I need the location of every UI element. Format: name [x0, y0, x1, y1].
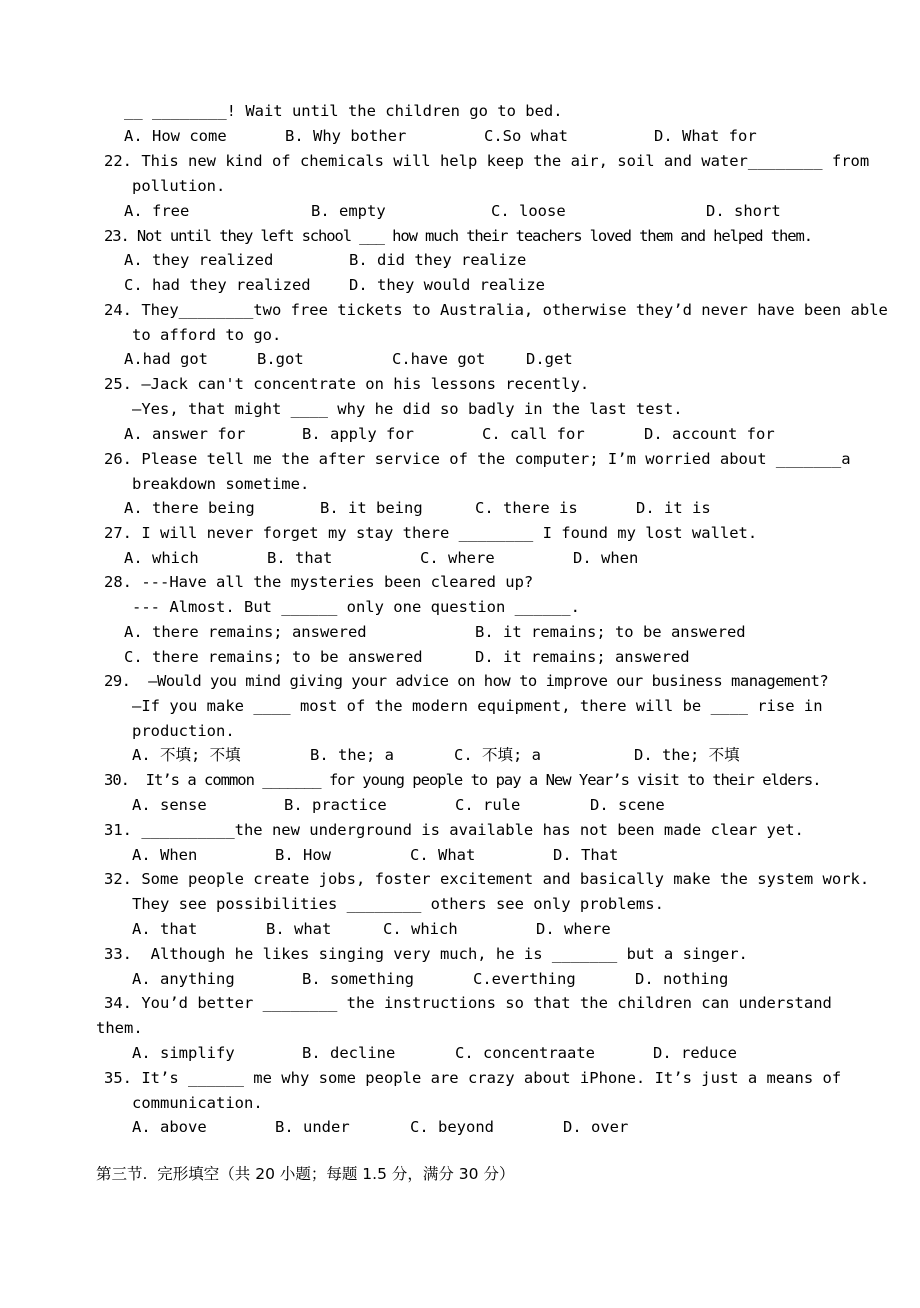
option-a: A.had got	[124, 350, 208, 368]
option-b: B. empty	[311, 202, 386, 220]
option-b: B. what	[266, 920, 332, 938]
option-a: A. free	[124, 202, 190, 220]
option-c: C. there remains; to be answered	[124, 648, 423, 666]
question-24-line-1: 24. They________two free tickets to Australia, otherwise they’d never have been able	[104, 301, 888, 319]
option-d: D. when	[573, 549, 639, 567]
option-c: C.So what	[484, 127, 568, 145]
section-heading: 第三节. 完形填空（共 20 小题；每题 1.5 分，满分 30 分）	[96, 1165, 515, 1183]
option-d: D.get	[526, 350, 573, 368]
option-d: D. scene	[590, 796, 665, 814]
option-b: B. that	[267, 549, 333, 567]
option-a: A. simplify	[132, 1044, 235, 1062]
option-d: D. That	[553, 846, 619, 864]
option-a: A. they realized	[124, 251, 274, 269]
option-b: B. it remains; to be answered	[475, 623, 746, 641]
option-a: A. that	[132, 920, 198, 938]
option-c: C. had they realized	[124, 276, 311, 294]
question-22-line-1: 22. This new kind of chemicals will help keep the air, soil and water________ from	[104, 152, 870, 170]
option-d: D. reduce	[653, 1044, 737, 1062]
option-b: B. the; a	[310, 746, 394, 764]
option-d: D. it remains; answered	[475, 648, 690, 666]
option-c: C. rule	[455, 796, 521, 814]
question-35-line-2: communication.	[132, 1094, 263, 1112]
question-29-line-1: 29. —Would you mind giving your advice on how to improve our business management?	[104, 672, 829, 690]
option-a: A. there remains; answered	[124, 623, 367, 641]
question-32-line-1: 32. Some people create jobs, foster excitement and basically make the system work.	[104, 870, 870, 888]
question-35-line-1: 35. It’s ______ me why some people are crazy about iPhone. It’s just a means of	[104, 1069, 842, 1087]
question-29-line-3: production.	[132, 722, 235, 740]
question-25-line-1: 25. —Jack can't concentrate on his lessons recently.	[104, 375, 590, 393]
option-d: D. account for	[644, 425, 775, 443]
option-b: B. apply for	[302, 425, 414, 443]
option-b: B. under	[275, 1118, 350, 1136]
option-d: D. over	[563, 1118, 629, 1136]
question-32-line-2: They see possibilities ________ others see only problems.	[132, 895, 664, 913]
option-c: C. loose	[491, 202, 566, 220]
option-a: A. How come	[124, 127, 227, 145]
question-24-line-2: to afford to go.	[132, 326, 282, 344]
question-34-line-2: them.	[96, 1019, 143, 1037]
question-33-line-1: 33. Although he likes singing very much, he is _______ but a singer.	[104, 945, 748, 963]
question-27-line-1: 27. I will never forget my stay there ________ I found my lost wallet.	[104, 524, 758, 542]
option-d: D. short	[706, 202, 781, 220]
question-28-line-1: 28. ---Have all the mysteries been cleared up?	[104, 573, 534, 591]
option-b: B. How	[275, 846, 331, 864]
option-c: C. call for	[482, 425, 585, 443]
question-22-line-2: pollution.	[132, 177, 226, 195]
option-a: A. When	[132, 846, 198, 864]
option-b: B. did they realize	[349, 251, 527, 269]
question-30-line-1: 30. It’s a common _______ for young people to pay a New Year’s visit to their elders.	[104, 771, 821, 789]
question-28-line-2: --- Almost. But ______ only one question ______.	[132, 598, 580, 616]
option-b: B. it being	[320, 499, 423, 517]
option-b: B.got	[257, 350, 304, 368]
option-c: C. concentraate	[455, 1044, 595, 1062]
option-c: C.everthing	[473, 970, 576, 988]
option-a: A. above	[132, 1118, 207, 1136]
option-c: C.have got	[392, 350, 486, 368]
question-25-line-2: —Yes, that might ____ why he did so badly in the last test.	[132, 400, 683, 418]
option-c: C. which	[383, 920, 458, 938]
option-c: C. beyond	[410, 1118, 494, 1136]
option-a: A. which	[124, 549, 199, 567]
option-c: C. 不填; a	[454, 746, 541, 764]
option-d: D. nothing	[635, 970, 729, 988]
option-b: B. Why bother	[285, 127, 407, 145]
question-26-line-2: breakdown sometime.	[132, 475, 310, 493]
question-29-line-2: —If you make ____ most of the modern equipment, there will be ____ rise in	[132, 697, 823, 715]
option-d: D. where	[536, 920, 611, 938]
question-34-line-1: 34. You’d better ________ the instructions so that the children can understand	[104, 994, 832, 1012]
option-a: A. 不填; 不填	[132, 746, 241, 764]
option-d: D. the; 不填	[634, 746, 740, 764]
option-a: A. answer for	[124, 425, 246, 443]
option-b: B. something	[302, 970, 414, 988]
question-31-line-1: 31. __________the new underground is available has not been made clear yet.	[104, 821, 804, 839]
question-26-line-1: 26. Please tell me the after service of the computer; I’m worried about _______a	[104, 450, 851, 468]
option-c: C. where	[420, 549, 495, 567]
option-a: A. sense	[132, 796, 207, 814]
option-d: D. What for	[654, 127, 757, 145]
option-b: B. decline	[302, 1044, 396, 1062]
option-b: B. practice	[284, 796, 387, 814]
option-c: C. What	[410, 846, 476, 864]
option-d: D. they would realize	[349, 276, 545, 294]
question-23-line-1: 23. Not until they left school ___ how much their teachers loved them and helped them.	[104, 227, 812, 245]
option-d: D. it is	[636, 499, 711, 517]
question-21-line-1: __ ________! Wait until the children go to bed.	[124, 102, 563, 120]
option-c: C. there is	[475, 499, 578, 517]
option-a: A. there being	[124, 499, 255, 517]
option-a: A. anything	[132, 970, 235, 988]
